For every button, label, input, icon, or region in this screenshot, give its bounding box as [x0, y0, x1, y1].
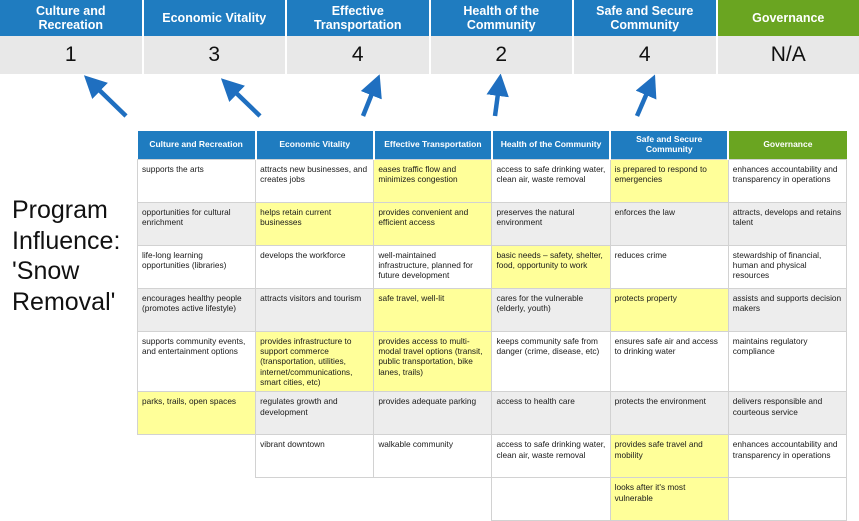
matrix-cell: walkable community [374, 435, 492, 478]
score-effective-transportation: 4 [287, 36, 431, 74]
matrix-cell: provides access to multi-modal travel options (transit, public transportation, bike lanes, trails) [374, 331, 492, 392]
score-culture-and-recreation: 1 [0, 36, 144, 74]
matrix-cell: keeps community safe from danger (crime, disease, etc) [492, 331, 610, 392]
matrix-cell: helps retain current businesses [256, 202, 374, 245]
matrix-cell: access to health care [492, 392, 610, 435]
matrix-cell: provides infrastructure to support commerce (transportation, utilities, internet/communications, smart cities, etc) [256, 331, 374, 392]
table-row [138, 288, 847, 331]
header-cell-culture-and-recreation [0, 0, 144, 36]
matrix-cell: provides safe travel and mobility [610, 435, 728, 478]
table-row [138, 478, 847, 521]
matrix-cell: attracts visitors and tourism [256, 288, 374, 331]
arrow-icon-safe-and-secure-community [637, 86, 650, 116]
matrix-cell: delivers responsible and courteous service [728, 392, 846, 435]
arrow-icon-effective-transportation [363, 86, 375, 116]
matrix-header-row [138, 131, 847, 159]
matrix-header-health-of-the-community: Health of the Community [492, 131, 610, 159]
header-cell-safe-and-secure-community [574, 0, 718, 36]
matrix-cell: safe travel, well-lit [374, 288, 492, 331]
matrix-cell: provides adequate parking [374, 392, 492, 435]
header-label: Economic Vitality [162, 11, 266, 25]
matrix-cell: parks, trails, open spaces [138, 392, 256, 435]
priority-outcomes-matrix [137, 131, 847, 521]
arrow-icon-culture-and-recreation [93, 84, 126, 116]
matrix-cell: reduces crime [610, 245, 728, 288]
header-cell-health-of-the-community [431, 0, 575, 36]
matrix-cell-empty [256, 478, 374, 521]
arrow-icon-economic-vitality [230, 87, 260, 116]
header-cell-governance [718, 0, 859, 36]
matrix-cell: attracts new businesses, and creates jobs [256, 159, 374, 202]
matrix-cell-empty [138, 435, 256, 478]
table-row [138, 435, 847, 478]
matrix-cell: ensures safe air and access to drinking water [610, 331, 728, 392]
matrix-header-culture-and-recreation: Culture and Recreation [138, 131, 256, 159]
header-cell-economic-vitality [144, 0, 288, 36]
table-row [138, 159, 847, 202]
matrix-cell: attracts, develops and retains talent [728, 202, 846, 245]
matrix-header-governance: Governance [728, 131, 846, 159]
score-economic-vitality: 3 [144, 36, 288, 74]
matrix-cell: life-long learning opportunities (libraries) [138, 245, 256, 288]
matrix-cell: supports community events, and entertainment options [138, 331, 256, 392]
matrix-cell: looks after it's most vulnerable [610, 478, 728, 521]
matrix-cell: provides convenient and efficient access [374, 202, 492, 245]
header-label: Safe and Secure Community [578, 4, 712, 33]
matrix-cell: regulates growth and development [256, 392, 374, 435]
table-row [138, 202, 847, 245]
header-label: Governance [752, 11, 824, 25]
header-label: Health of the Community [435, 4, 569, 33]
matrix-header-safe-and-secure-community: Safe and Secure Community [610, 131, 728, 159]
matrix-cell-empty [138, 478, 256, 521]
score-governance: N/A [718, 36, 859, 74]
matrix-cell: protects the environment [610, 392, 728, 435]
matrix-cell: basic needs – safety, shelter, food, opportunity to work [492, 245, 610, 288]
matrix-cell: stewardship of financial, human and physical resources [728, 245, 846, 288]
matrix-cell-empty [492, 478, 610, 521]
matrix-cell: well-maintained infrastructure, planned for future development [374, 245, 492, 288]
matrix-cell: enhances accountability and transparency in operations [728, 435, 846, 478]
arrow-group [0, 74, 859, 130]
header-cell-effective-transportation [287, 0, 431, 36]
matrix-cell: assists and supports decision makers [728, 288, 846, 331]
matrix-cell: encourages healthy people (promotes active lifestyle) [138, 288, 256, 331]
arrow-icon-health-of-the-community [495, 86, 499, 116]
matrix-cell-empty [728, 478, 846, 521]
page-title: Program Influence: 'Snow Removal' [12, 195, 140, 317]
matrix-cell: is prepared to respond to emergencies [610, 159, 728, 202]
matrix-cell: develops the workforce [256, 245, 374, 288]
matrix-header-effective-transportation: Effective Transportation [374, 131, 492, 159]
matrix-cell: access to safe drinking water, clean air, waste removal [492, 159, 610, 202]
table-row [138, 392, 847, 435]
matrix-cell: vibrant downtown [256, 435, 374, 478]
matrix-cell: enhances accountability and transparency in operations [728, 159, 846, 202]
score-health-of-the-community: 2 [431, 36, 575, 74]
matrix-cell: cares for the vulnerable (elderly, youth) [492, 288, 610, 331]
score-safe-and-secure-community: 4 [574, 36, 718, 74]
matrix-cell-empty [374, 478, 492, 521]
matrix-cell: preserves the natural environment [492, 202, 610, 245]
matrix-cell: protects property [610, 288, 728, 331]
header-label: Culture and Recreation [4, 4, 138, 33]
matrix-cell: access to safe drinking water, clean air, waste removal [492, 435, 610, 478]
score-row [0, 36, 859, 74]
matrix-header-economic-vitality: Economic Vitality [256, 131, 374, 159]
matrix-cell: enforces the law [610, 202, 728, 245]
priority-header-bar [0, 0, 859, 36]
table-row [138, 331, 847, 392]
matrix-cell: supports the arts [138, 159, 256, 202]
matrix-cell: opportunities for cultural enrichment [138, 202, 256, 245]
matrix-cell: maintains regulatory compliance [728, 331, 846, 392]
table-row [138, 245, 847, 288]
matrix-cell: eases traffic flow and minimizes congestion [374, 159, 492, 202]
header-label: Effective Transportation [291, 4, 425, 33]
